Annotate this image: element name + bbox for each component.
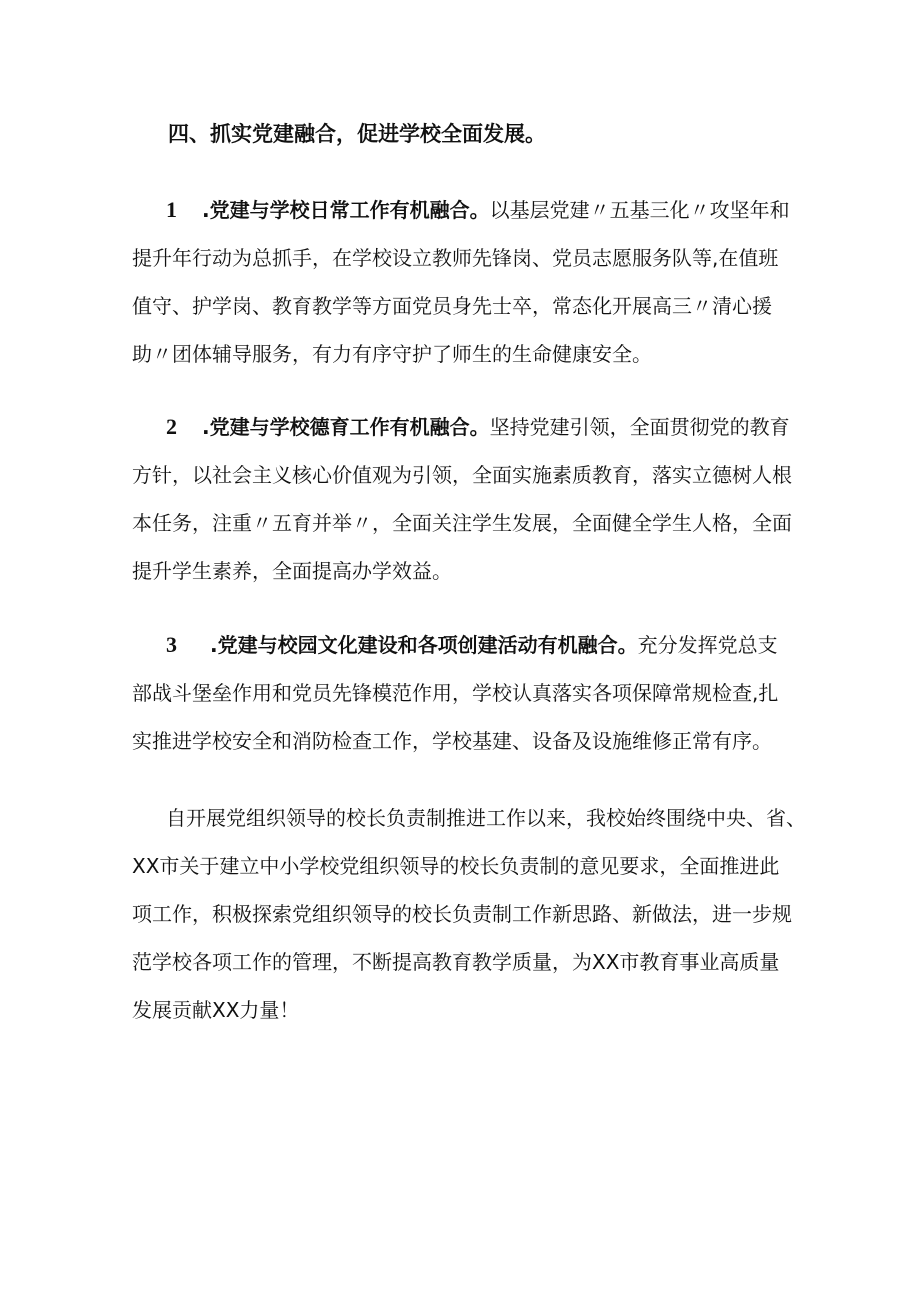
paragraph-line: XX市关于建立中小学校党组织领导的校长负责制的意见要求，全面推进此 xyxy=(132,854,780,878)
paragraph-line: 值守、护学岗、教育教学等方面党员身先士卒，常态化开展高三〃清心援 xyxy=(132,294,772,318)
paragraph-first-line xyxy=(132,403,802,451)
paragraph-item-2 xyxy=(132,403,802,595)
paragraph-line: 本任务，注重〃五育并举〃，全面关注学生发展，全面健全学生人格，全面 xyxy=(132,511,792,535)
paragraph-line: 自开展党组织领导的校长负责制推进工作以来，我校始终围绕中央、省、 xyxy=(166,806,806,830)
section-heading: 四、抓实党建融合，促进学校全面发展。 xyxy=(168,122,546,146)
paragraph-item-3 xyxy=(132,621,802,765)
paragraph-line: 助〃团体辅导服务，有力有序守护了师生的生命健康安全。 xyxy=(132,342,652,366)
item-lead-title: .党建与学校日常工作有机融合。 xyxy=(202,198,490,222)
paragraph-item-1 xyxy=(132,186,802,378)
item-lead-title: .党建与校园文化建设和各项创建活动有机融合。 xyxy=(210,633,638,657)
item-first-line-text: 充分发挥党总支 xyxy=(637,633,778,657)
paragraph-line: 提升学生素养，全面提高办学效益。 xyxy=(132,559,452,583)
item-number: 1 xyxy=(166,197,177,222)
item-lead-title: .党建与学校德育工作有机融合。 xyxy=(202,415,490,439)
paragraph-line: 发展贡献XX力量！ xyxy=(132,998,300,1022)
paragraph-line: 方针，以社会主义核心价值观为引领，全面实施素质教育，落实立德树人根 xyxy=(132,463,792,487)
paragraph-first-line xyxy=(132,186,802,234)
item-first-line-text: 坚持党建引领，全面贯彻党的教育 xyxy=(489,415,790,439)
item-first-line-text: 以基层党建〃五基三化〃攻坚年和 xyxy=(489,198,790,222)
item-number: 2 xyxy=(166,414,177,439)
paragraph-line: 项工作，积极探索党组织领导的校长负责制工作新思路、新做法，进一步规 xyxy=(132,902,792,926)
paragraph-line: 实推进学校安全和消防检查工作，学校基建、设备及设施维修正常有序。 xyxy=(132,729,772,753)
paragraph-line: 部战斗堡垒作用和党员先锋模范作用，学校认真落实各项保障常规检查,扎 xyxy=(132,681,779,705)
closing-paragraph xyxy=(132,794,806,1034)
paragraph-line: 范学校各项工作的管理，不断提高教育教学质量，为XX市教育事业高质量 xyxy=(132,950,780,974)
item-number: 3 xyxy=(166,632,177,657)
paragraph-first-line xyxy=(132,621,802,669)
paragraph-line: 提升年行动为总抓手，在学校设立教师先锋岗、党员志愿服务队等,在值班 xyxy=(132,246,779,270)
